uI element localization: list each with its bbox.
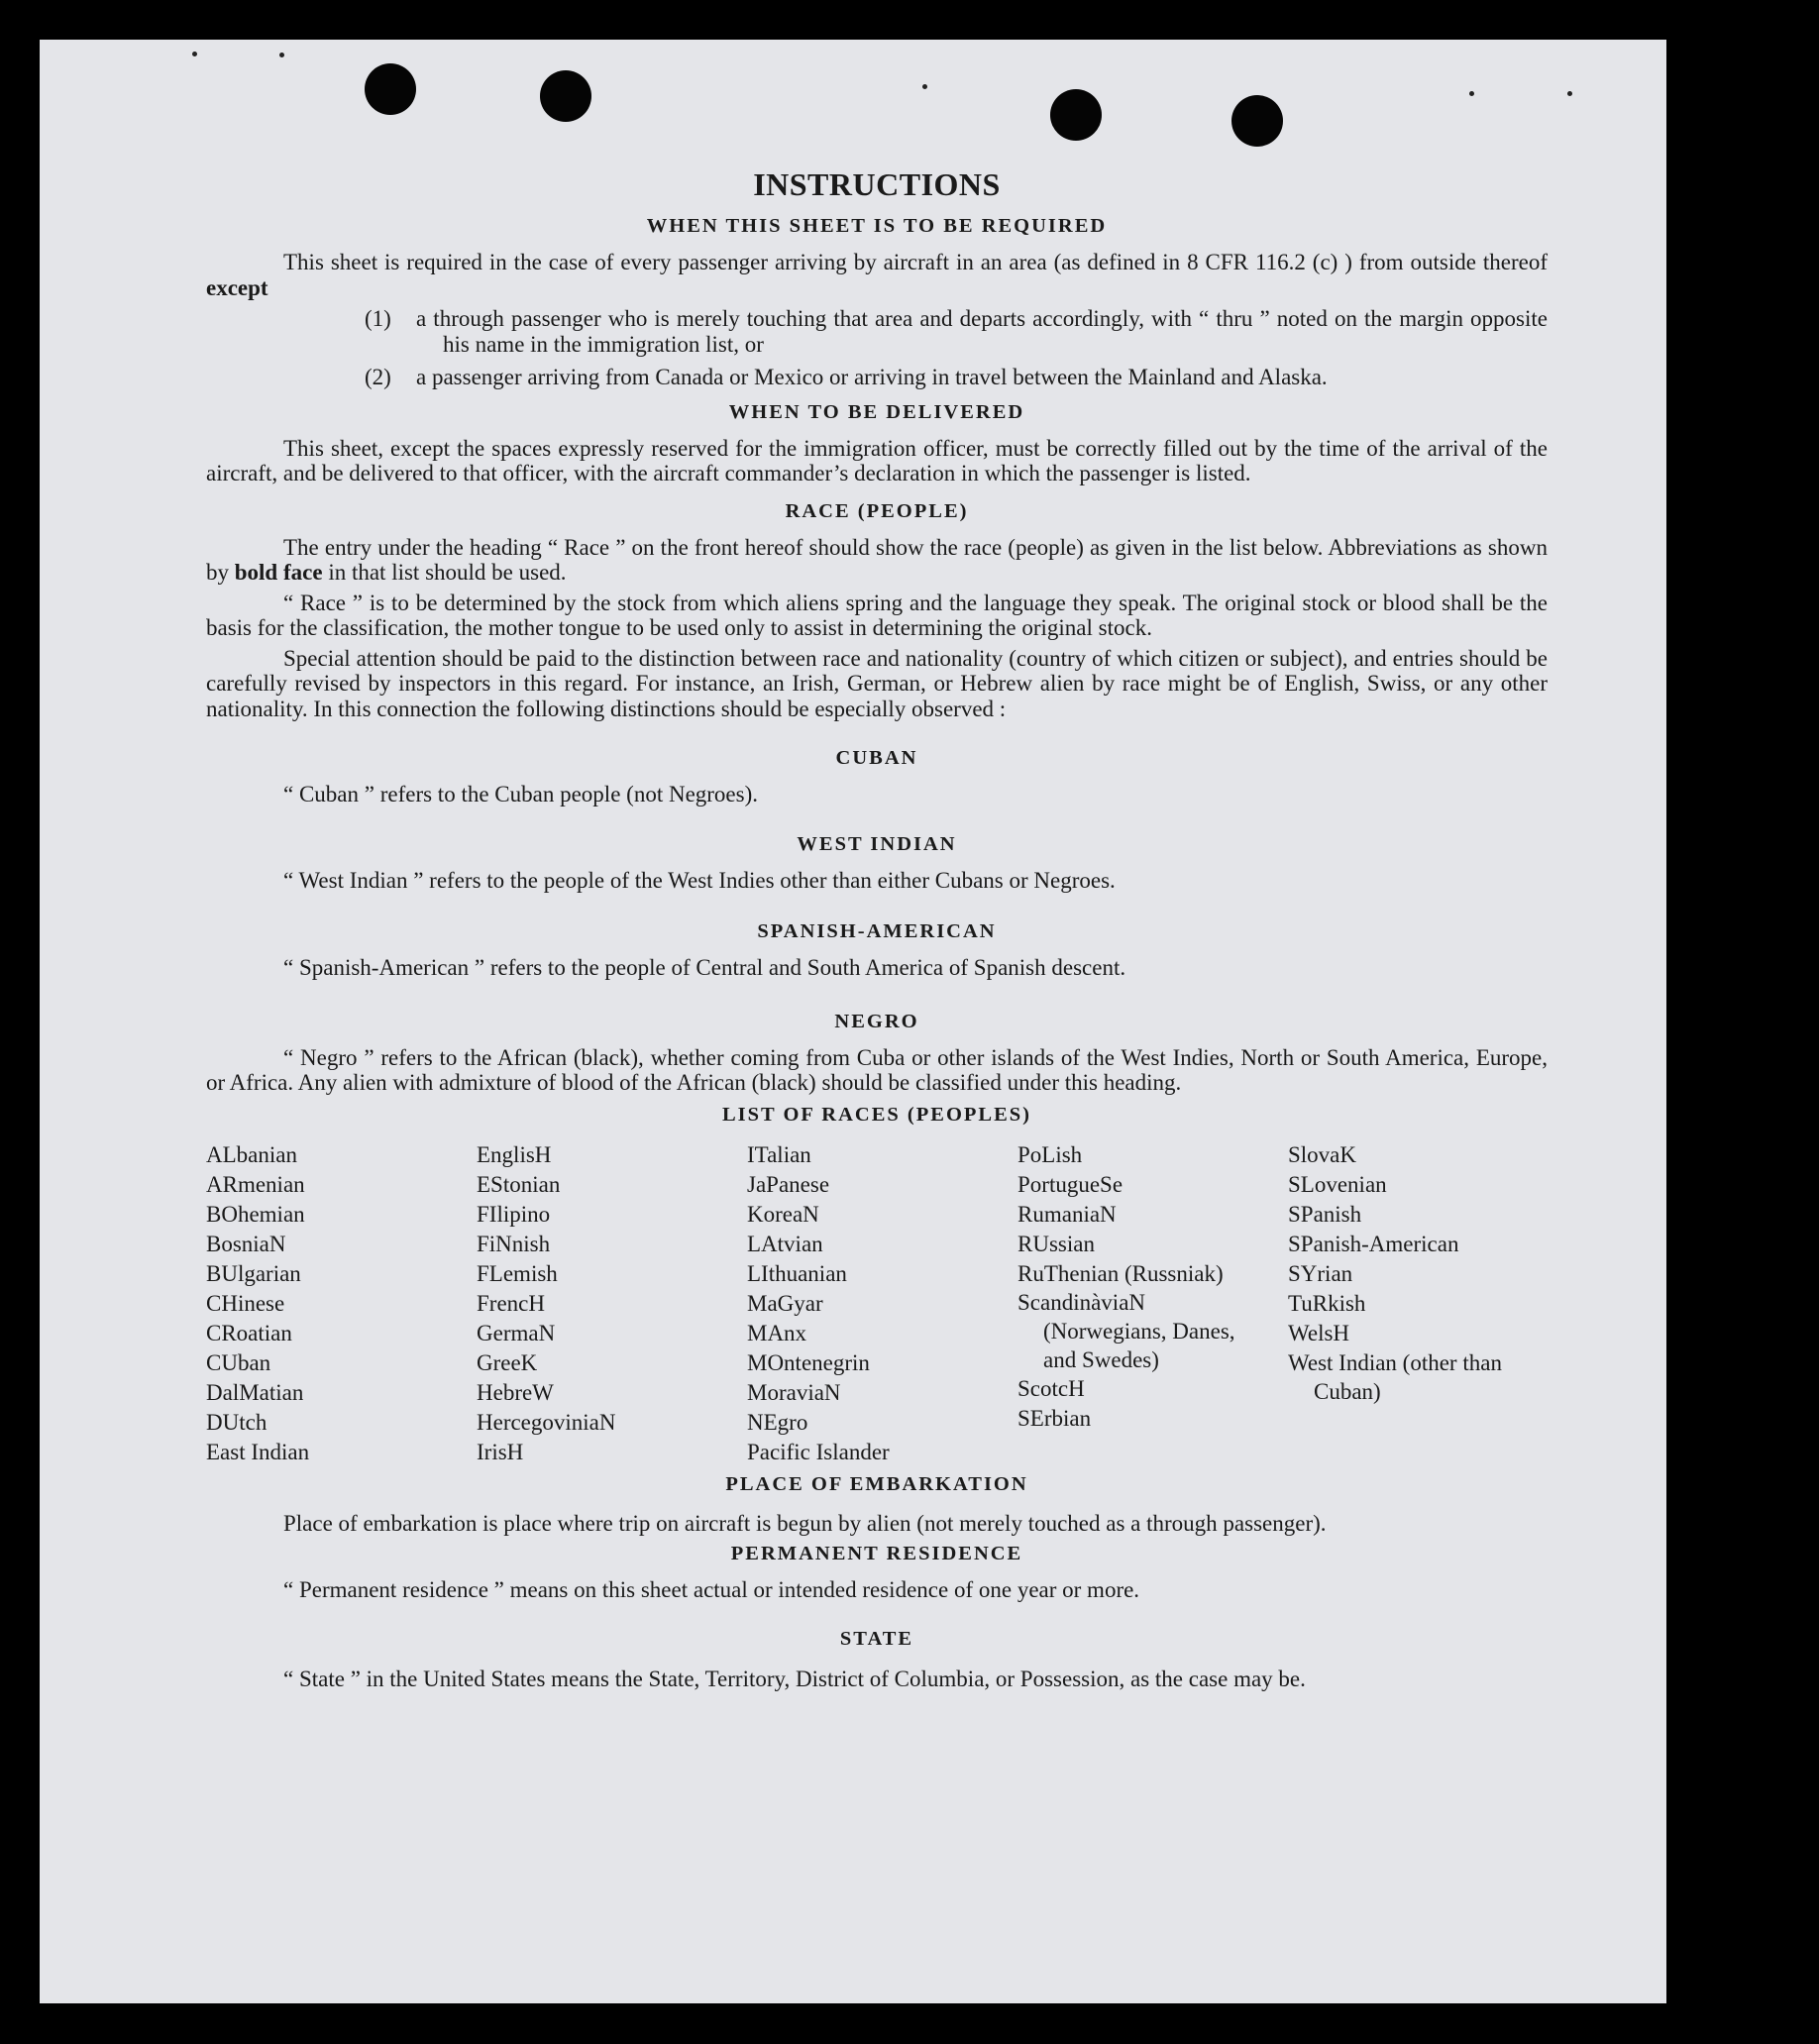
race-column xyxy=(747,1140,1017,1467)
race-entry: ALbanian xyxy=(206,1141,297,1167)
race-entry: ITalian xyxy=(747,1141,811,1167)
race-entry: GreeK xyxy=(477,1349,538,1375)
race-entry: FIlipino xyxy=(477,1201,551,1227)
race-entry: KoreaN xyxy=(747,1201,819,1227)
race-entry: West Indian (other than Cuban) xyxy=(1288,1349,1502,1404)
section-heading-state: STATE xyxy=(839,1628,914,1650)
section-heading-embarkation: PLACE OF EMBARKATION xyxy=(725,1472,1028,1495)
document-page xyxy=(40,40,1666,2003)
section-heading-required: WHEN THIS SHEET IS TO BE REQUIRED xyxy=(646,215,1108,237)
race-entry: ScotcH xyxy=(1017,1375,1085,1401)
race-entry: DUtch xyxy=(206,1409,268,1435)
required-item: (1) a through passenger who is merely touching that area and departs accordingly, with “ thru ” noted on the margin opposite his name in the immigration list, or xyxy=(365,306,1548,357)
race-entry: TuRkish xyxy=(1288,1290,1366,1316)
race-entry: MaGyar xyxy=(747,1290,823,1316)
race-paragraph-2: “ Race ” is to be determined by the stock from which aliens spring and the language they speak. The original stock or blood shall be the basis for the classification, the mother tongue to be used only to assist in determining the original stock. xyxy=(206,590,1548,640)
race-entry: FLemish xyxy=(477,1260,558,1286)
race-entry: NEgro xyxy=(747,1409,808,1435)
section-heading-delivered: WHEN TO BE DELIVERED xyxy=(728,400,1025,423)
race-entry: HercegoviniaN xyxy=(477,1409,616,1435)
race-paragraph-1: The entry under the heading “ Race ” on the front hereof should show the race (people) as given in the list below. Abbreviations as shown by bold face in that list should be used. xyxy=(206,534,1548,585)
speck xyxy=(192,52,197,56)
race-entry: FiNnish xyxy=(477,1231,551,1256)
race-entry: BOhemian xyxy=(206,1201,305,1227)
race-entry: SPanish-American xyxy=(1288,1231,1459,1256)
instructions-content xyxy=(206,166,1548,1695)
race-entry: RumaniaN xyxy=(1017,1201,1117,1227)
race-entry: MOntenegrin xyxy=(747,1349,870,1375)
section-heading-list: LIST OF RACES (PEOPLES) xyxy=(722,1103,1031,1126)
race-entry: ScandinàviaN (Norwegians, Danes, and Swedes) xyxy=(1017,1289,1235,1372)
section-heading-residence: PERMANENT RESIDENCE xyxy=(730,1542,1023,1564)
race-entry: LIthuanian xyxy=(747,1260,847,1286)
state-paragraph: “ State ” in the United States means the State, Territory, District of Columbia, or Possession, as the case may be. xyxy=(283,1667,1306,1691)
negro-paragraph: “ Negro ” refers to the African (black), whether coming from Cuba or other islands of the West Indies, North or South America, Europe, or Africa. Any alien with admixture of blood of the African (black) should be classified under this heading. xyxy=(206,1044,1548,1095)
race-entry: BosniaN xyxy=(206,1231,286,1256)
delivered-paragraph: This sheet, except the spaces expressly reserved for the immigration officer, must be correctly filled out by the time of the arrival of the aircraft, and be delivered to that officer, with the aircraft commander’s declaration in which the passenger is listed. xyxy=(206,435,1548,485)
west-indian-paragraph: “ West Indian ” refers to the people of the West Indies other than either Cubans or Negroes. xyxy=(283,867,1116,893)
race-entry: SLovenian xyxy=(1288,1171,1387,1197)
race-entry: Pacific Islander xyxy=(747,1439,890,1464)
race-entry: HebreW xyxy=(477,1379,554,1405)
race-column xyxy=(206,1140,477,1467)
section-heading-cuban: CUBAN xyxy=(835,747,918,769)
embarkation-paragraph: Place of embarkation is place where trip on aircraft is begun by alien (not merely touched as a through passenger). xyxy=(283,1510,1327,1536)
residence-paragraph: “ Permanent residence ” means on this sheet actual or intended residence of one year or more. xyxy=(283,1576,1140,1602)
section-heading-negro: NEGRO xyxy=(834,1010,919,1032)
race-entry: DalMatian xyxy=(206,1379,304,1405)
race-list xyxy=(206,1140,1548,1467)
race-paragraph-3: Special attention should be paid to the distinction between race and nationality (country of which citizen or subject), and entries should be carefully revised by inspectors in this regard. For instance, an Irish, German, or Hebrew alien by race might be of English, Swiss, or any other nationality. In this connection the following distinctions should be especially observed : xyxy=(206,645,1548,721)
race-entry: BUlgarian xyxy=(206,1260,301,1286)
race-column xyxy=(477,1140,747,1467)
required-item: (2) a passenger arriving from Canada or Mexico or arriving in travel between the Mainland and Alaska. xyxy=(365,365,1328,389)
race-entry: RuThenian (Russniak) xyxy=(1017,1260,1224,1286)
section-heading-spanish-american: SPANISH-AMERICAN xyxy=(757,920,997,942)
race-entry: CRoatian xyxy=(206,1320,292,1345)
cuban-paragraph: “ Cuban ” refers to the Cuban people (not Negroes). xyxy=(283,782,759,807)
race-entry: JaPanese xyxy=(747,1171,830,1197)
speck xyxy=(279,53,284,57)
punch-hole xyxy=(1231,95,1283,147)
race-entry: SErbian xyxy=(1017,1405,1092,1431)
race-column xyxy=(1288,1140,1548,1467)
race-entry: CHinese xyxy=(206,1290,285,1316)
section-heading-west-indian: WEST INDIAN xyxy=(797,832,957,855)
race-entry: CUban xyxy=(206,1349,271,1375)
race-entry: SYrian xyxy=(1288,1260,1353,1286)
race-entry: MoraviaN xyxy=(747,1379,841,1405)
race-entry: FrencH xyxy=(477,1290,545,1316)
race-entry: GermaN xyxy=(477,1320,556,1345)
race-entry: LAtvian xyxy=(747,1231,823,1256)
punch-hole xyxy=(365,63,416,115)
race-entry: ARmenian xyxy=(206,1171,305,1197)
race-entry: RUssian xyxy=(1017,1231,1095,1256)
race-column xyxy=(1017,1140,1288,1467)
punch-hole xyxy=(540,70,591,122)
punch-hole xyxy=(1050,89,1102,141)
race-entry: SlovaK xyxy=(1288,1141,1356,1167)
race-entry: East Indian xyxy=(206,1439,310,1464)
race-entry: PortugueSe xyxy=(1017,1171,1124,1197)
race-entry: PoLish xyxy=(1017,1141,1083,1167)
race-entry: MAnx xyxy=(747,1320,807,1345)
speck xyxy=(1567,91,1572,96)
required-paragraph: This sheet is required in the case of every passenger arriving by aircraft in an area (as defined in 8 CFR 116.2 (c) ) from outside thereof except xyxy=(206,250,1548,300)
race-entry: EStonian xyxy=(477,1171,561,1197)
race-entry: SPanish xyxy=(1288,1201,1362,1227)
speck xyxy=(1469,91,1474,96)
speck xyxy=(922,84,927,89)
section-heading-race: RACE (PEOPLE) xyxy=(785,499,969,522)
race-entry: IrisH xyxy=(477,1439,524,1464)
race-entry: EnglisH xyxy=(477,1141,552,1167)
race-entry: WelsH xyxy=(1288,1320,1350,1345)
spanish-american-paragraph: “ Spanish-American ” refers to the people of Central and South America of Spanish descent. xyxy=(283,955,1126,980)
page-title: INSTRUCTIONS xyxy=(753,166,1001,202)
